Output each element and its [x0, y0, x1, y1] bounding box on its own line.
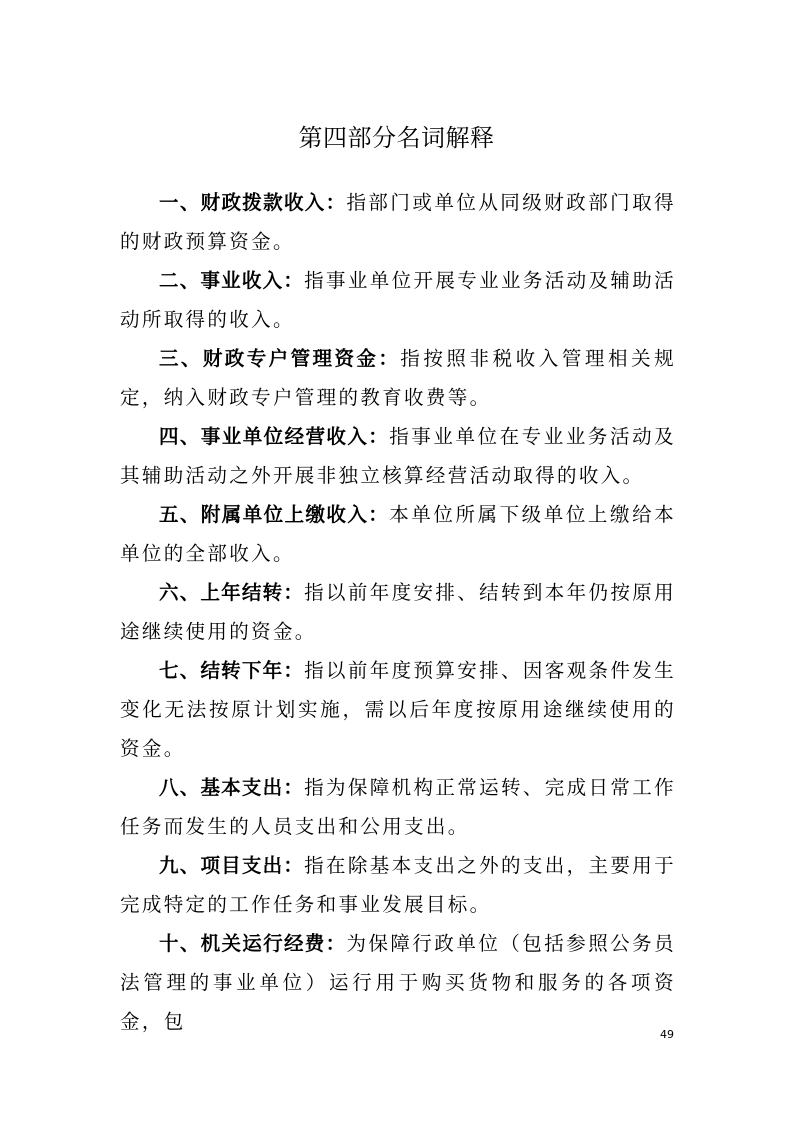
definition-paragraph [120, 651, 676, 768]
definition-term: 五、附属单位上缴收入： [159, 503, 390, 526]
definition-term: 四、事业单位经营收入： [159, 425, 390, 448]
definition-term: 九、项目支出： [159, 854, 305, 877]
definition-paragraph [120, 768, 676, 846]
definition-paragraph [120, 924, 676, 1041]
definition-term: 十、机关运行经费： [159, 932, 347, 955]
definition-text: 指部门或单位从同级财政部门取得的财政预算资金。 [120, 191, 676, 253]
definition-paragraph [120, 417, 676, 495]
definition-text: 本单位所属下级单位上缴给本单位的全部收入。 [120, 503, 676, 565]
definition-paragraph [120, 495, 676, 573]
definition-paragraph [120, 183, 676, 261]
definition-text: 指事业单位在专业业务活动及其辅助活动之外开展非独立核算经营活动取得的收入。 [120, 425, 676, 487]
definition-text: 指以前年度安排、结转到本年仍按原用途继续使用的资金。 [120, 581, 677, 643]
definition-text: 指在除基本支出之外的支出，主要用于完成特定的工作任务和事业发展目标。 [120, 854, 677, 916]
definition-term: 一、财政拨款收入： [159, 191, 347, 214]
definition-term: 七、结转下年： [159, 659, 305, 682]
definition-paragraph [120, 573, 676, 651]
page-title: 第四部分名词解释 [298, 124, 495, 153]
definition-paragraph [120, 261, 676, 339]
definitions-list [120, 183, 676, 1041]
definition-text: 指事业单位开展专业业务活动及辅助活动所取得的收入。 [120, 269, 677, 331]
definition-text: 指为保障机构正常运转、完成日常工作任务而发生的人员支出和公用支出。 [120, 776, 677, 838]
definition-text: 指按照非税收入管理相关规定，纳入财政专户管理的教育收费等。 [120, 347, 676, 409]
definition-paragraph [120, 846, 676, 924]
definition-term: 六、上年结转： [159, 581, 305, 604]
definition-term: 三、财政专户管理资金： [159, 347, 401, 370]
page-number: 49 [660, 1028, 674, 1041]
definition-term: 二、事业收入： [159, 269, 305, 292]
definition-term: 八、基本支出： [159, 776, 305, 799]
definition-paragraph [120, 339, 676, 417]
definition-text: 指以前年度预算安排、因客观条件发生变化无法按原计划实施，需以后年度按原用途继续使用的资金。 [120, 659, 677, 760]
definition-text: 为保障行政单位（包括参照公务员法管理的事业单位）运行用于购买货物和服务的各项资金，包 [120, 932, 676, 1033]
